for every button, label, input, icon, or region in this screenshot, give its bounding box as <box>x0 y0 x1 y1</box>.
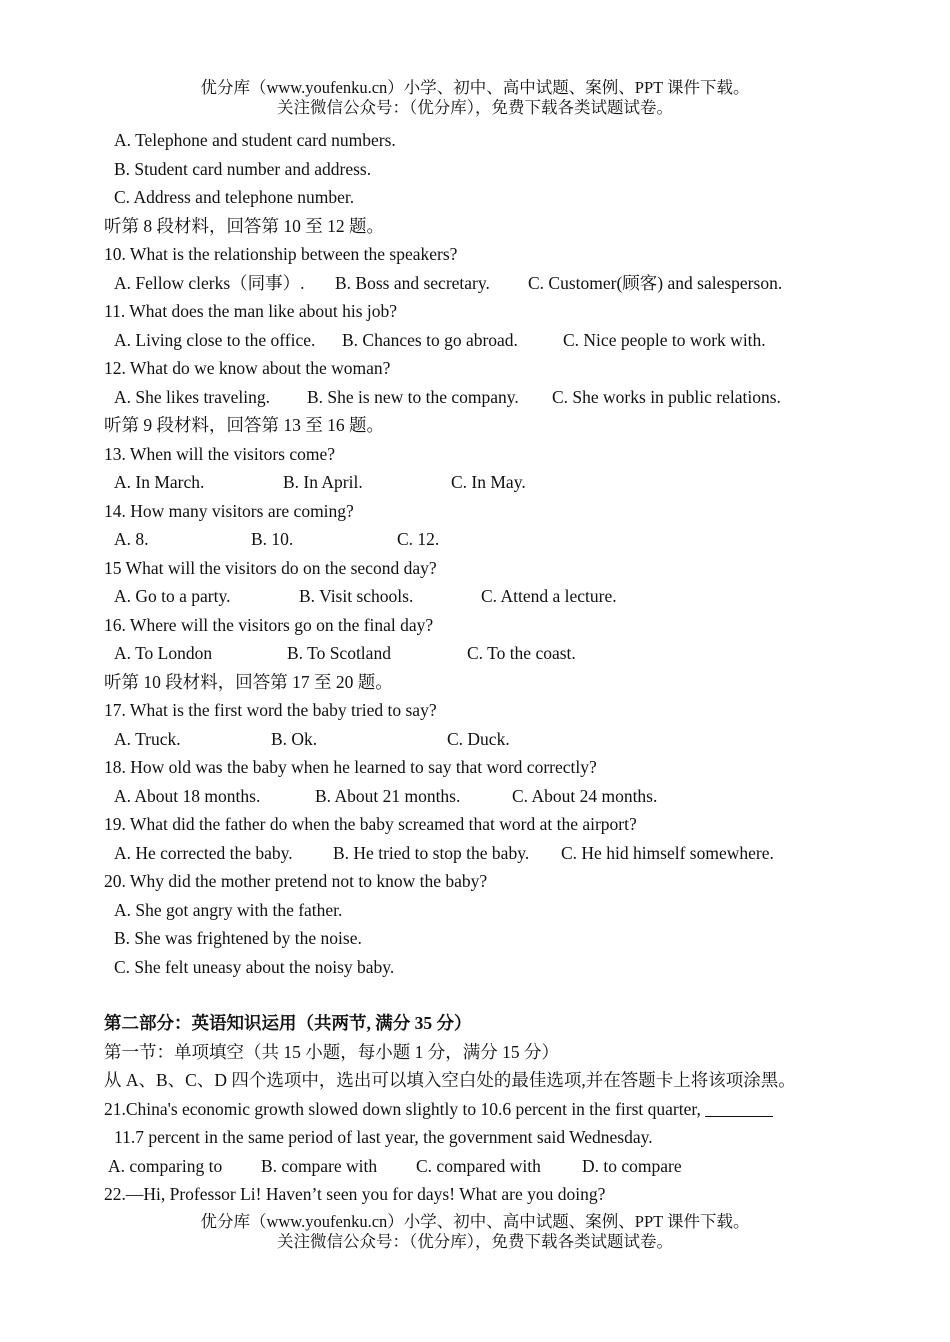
q14-stem: 14. How many visitors are coming? <box>104 500 354 521</box>
q20-stem: 20. Why did the mother pretend not to know the baby? <box>104 871 488 891</box>
q21-options <box>104 1152 849 1181</box>
q18-option-c: C. About 24 months. <box>512 785 658 806</box>
q19-option-c: C. He hid himself somewhere. <box>561 842 774 863</box>
q10-options <box>104 269 849 298</box>
footer-line-2: 关注微信公众号：（优分库），免费下载各类试题试卷。 <box>277 1232 673 1251</box>
q17-option-c: C. Duck. <box>447 728 510 749</box>
answer-blank <box>705 1098 773 1117</box>
q13-option-b: B. In April. <box>283 472 363 492</box>
q12-option-c: C. She works in public relations. <box>552 386 781 407</box>
q16-stem: 16. Where will the visitors go on the final day? <box>104 614 434 635</box>
q21-option-d: D. to compare <box>582 1155 682 1176</box>
q19-stem: 19. What did the father do when the baby screamed that word at the airport? <box>104 814 637 834</box>
q10-option-c: C. Customer(顾客) and salesperson. <box>528 272 783 293</box>
q18-option-a: A. About 18 months. <box>114 785 261 806</box>
q11-option-a: A. Living close to the office. <box>114 329 316 350</box>
q13-option-a: A. In March. <box>114 472 205 492</box>
q21-stem-part-1: 21.China's economic growth slowed down slightly to 10.6 percent in the first quarter, <box>104 1098 701 1119</box>
document-body <box>104 126 849 1209</box>
q15-option-a: A. Go to a party. <box>114 586 231 606</box>
q17-stem: 17. What is the first word the baby tried to say? <box>104 700 437 720</box>
part-2-section-1: 第一节：单项填空（共 15 小题，每小题 1 分，满分 15 分） <box>104 1041 559 1062</box>
q13-options <box>104 468 849 497</box>
q10-stem: 10. What is the relationship between the speakers? <box>104 244 458 264</box>
q21-stem-line-1 <box>104 1095 849 1124</box>
q18-option-b: B. About 21 months. <box>315 785 461 806</box>
q21-stem-part-2: 11.7 percent in the same period of last year, the government said Wednesday. <box>114 1127 653 1147</box>
q13-option-c: C. In May. <box>451 472 526 492</box>
q12-option-b: B. She is new to the company. <box>307 386 519 407</box>
q14-option-b: B. 10. <box>251 529 294 549</box>
q20-option-b: B. She was frightened by the noise. <box>114 928 362 948</box>
q18-stem: 18. How old was the baby when he learned to say that word correctly? <box>104 757 597 777</box>
part-2-title: 第二部分：英语知识运用（共两节, 满分 35 分） <box>104 1013 472 1033</box>
q20-option-c: C. She felt uneasy about the noisy baby. <box>114 956 395 977</box>
q14-option-c: C. 12. <box>397 529 440 549</box>
q16-option-a: A. To London <box>114 643 213 663</box>
q16-options <box>104 639 849 668</box>
q11-stem: 11. What does the man like about his job? <box>104 301 398 321</box>
q17-option-b: B. Ok. <box>271 728 318 749</box>
header-line-2: 关注微信公众号：（优分库），免费下载各类试题试卷。 <box>277 98 673 117</box>
part-2-instruction: 从 A、B、C、D 四个选项中，选出可以填入空白处的最佳选项,并在答题卡上将该项涂黑。 <box>104 1070 796 1090</box>
q15-option-c: C. Attend a lecture. <box>481 586 617 606</box>
q12-options <box>104 383 849 412</box>
q14-options <box>104 525 849 554</box>
q15-option-b: B. Visit schools. <box>299 586 414 606</box>
q21-option-b: B. compare with <box>261 1155 378 1176</box>
q11-option-b: B. Chances to go abroad. <box>342 329 518 350</box>
spacer <box>104 981 849 1009</box>
q21-option-a: A. comparing to <box>108 1155 223 1176</box>
q14-option-a: A. 8. <box>114 529 149 549</box>
q12-option-a: A. She likes traveling. <box>114 386 271 407</box>
q13-stem: 13. When will the visitors come? <box>104 443 336 464</box>
page-header <box>0 78 950 118</box>
footer-line-1: 优分库（www.youfenku.cn）小学、初中、高中试题、案例、PPT 课件下载。 <box>200 1212 750 1231</box>
section-10-instruction: 听第 10 段材料，回答第 17 至 20 题。 <box>104 671 393 692</box>
q15-stem: 15 What will the visitors do on the second day? <box>104 557 437 578</box>
q19-options <box>104 839 849 868</box>
q16-option-b: B. To Scotland <box>287 643 391 663</box>
q11-options <box>104 326 849 355</box>
header-line-1: 优分库（www.youfenku.cn）小学、初中、高中试题、案例、PPT 课件下载。 <box>200 78 750 97</box>
section-9-instruction: 听第 9 段材料，回答第 13 至 16 题。 <box>104 415 384 435</box>
section-8-instruction: 听第 8 段材料，回答第 10 至 12 题。 <box>104 215 384 236</box>
q9-option-c: C. Address and telephone number. <box>114 187 355 207</box>
q21-option-c: C. compared with <box>416 1155 541 1176</box>
q17-option-a: A. Truck. <box>114 728 181 749</box>
q9-option-a: A. Telephone and student card numbers. <box>114 130 396 150</box>
q9-option-b: B. Student card number and address. <box>114 158 372 179</box>
q22-stem: 22.—Hi, Professor Li! Haven’t seen you for days! What are you doing? <box>104 1184 606 1204</box>
page-footer <box>0 1212 950 1252</box>
q18-options <box>104 782 849 811</box>
q16-option-c: C. To the coast. <box>467 643 576 663</box>
q10-option-a: A. Fellow clerks（同事）. <box>114 272 305 293</box>
q17-options <box>104 725 849 754</box>
q20-option-a: A. She got angry with the father. <box>114 899 343 920</box>
q11-option-c: C. Nice people to work with. <box>563 329 766 350</box>
q19-option-a: A. He corrected the baby. <box>114 842 293 863</box>
q19-option-b: B. He tried to stop the baby. <box>333 842 530 863</box>
q12-stem: 12. What do we know about the woman? <box>104 358 391 378</box>
q15-options <box>104 582 849 611</box>
q10-option-b: B. Boss and secretary. <box>335 272 490 293</box>
